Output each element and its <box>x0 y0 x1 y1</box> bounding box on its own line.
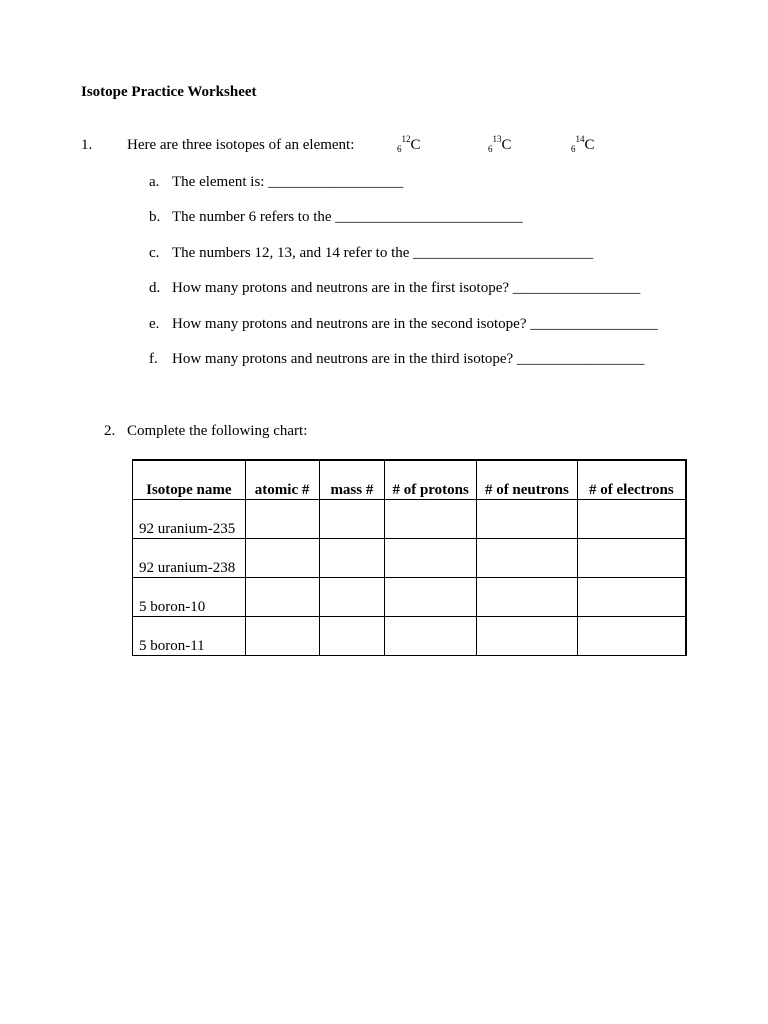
isotope-notation-3 <box>571 134 595 154</box>
isotope-2-symbol: C <box>501 137 512 153</box>
isotope-2-mass-number: 13 <box>492 134 502 144</box>
item-a-text: The element is: __________________ <box>172 174 404 190</box>
item-c-letter: c. <box>149 245 160 261</box>
answer-cell[interactable] <box>319 617 385 656</box>
question-1-number: 1. <box>81 137 93 153</box>
question-1-text: Here are three isotopes of an element: <box>127 137 355 153</box>
answer-cell[interactable] <box>385 539 477 578</box>
isotope-name-cell: 92 uranium-235 <box>133 500 246 539</box>
answer-cell[interactable] <box>245 617 319 656</box>
isotope-3-mass-number: 14 <box>575 134 585 144</box>
answer-cell[interactable] <box>577 578 686 617</box>
isotope-notation-1 <box>397 134 421 154</box>
answer-cell[interactable] <box>319 578 385 617</box>
answer-cell[interactable] <box>385 500 477 539</box>
isotope-1-symbol: C <box>410 137 421 153</box>
answer-cell[interactable] <box>319 500 385 539</box>
answer-cell[interactable] <box>577 617 686 656</box>
isotope-name-cell: 92 uranium-238 <box>133 539 246 578</box>
table-row <box>133 617 687 656</box>
answer-cell[interactable] <box>477 578 578 617</box>
answer-cell[interactable] <box>577 539 686 578</box>
item-d-letter: d. <box>149 280 161 296</box>
isotope-notation-2 <box>488 134 512 154</box>
isotope-name-cell: 5 boron-10 <box>133 578 246 617</box>
item-e-text: How many protons and neutrons are in the second isotope? _________________ <box>172 316 658 332</box>
isotope-3-atomic-number: 6 <box>571 144 576 154</box>
isotope-2-atomic-number: 6 <box>488 144 493 154</box>
header-mass-number: mass # <box>319 460 385 500</box>
question-2-text: Complete the following chart: <box>127 423 308 439</box>
isotope-3-symbol: C <box>584 137 595 153</box>
answer-cell[interactable] <box>577 500 686 539</box>
header-protons: # of protons <box>385 460 477 500</box>
table-row <box>133 500 687 539</box>
item-b-text: The number 6 refers to the _________________________ <box>172 209 523 225</box>
isotope-1-mass-number: 12 <box>401 134 411 144</box>
item-a-letter: a. <box>149 174 160 190</box>
table-row <box>133 578 687 617</box>
answer-cell[interactable] <box>245 578 319 617</box>
header-isotope-name: Isotope name <box>133 460 246 500</box>
table-row <box>133 539 687 578</box>
header-neutrons: # of neutrons <box>477 460 578 500</box>
item-f-letter: f. <box>149 351 158 367</box>
item-f-text: How many protons and neutrons are in the third isotope? _________________ <box>172 351 645 367</box>
question-2-number: 2. <box>104 423 116 439</box>
answer-cell[interactable] <box>477 539 578 578</box>
answer-cell[interactable] <box>385 578 477 617</box>
table-header-row <box>133 460 687 500</box>
answer-cell[interactable] <box>477 617 578 656</box>
item-b-letter: b. <box>149 209 161 225</box>
header-atomic-number: atomic # <box>245 460 319 500</box>
answer-cell[interactable] <box>245 539 319 578</box>
answer-cell[interactable] <box>319 539 385 578</box>
answer-cell[interactable] <box>477 500 578 539</box>
answer-cell[interactable] <box>385 617 477 656</box>
isotope-name-cell: 5 boron-11 <box>133 617 246 656</box>
isotope-1-atomic-number: 6 <box>397 144 402 154</box>
answer-cell[interactable] <box>245 500 319 539</box>
isotope-chart-table <box>132 459 687 656</box>
item-e-letter: e. <box>149 316 160 332</box>
item-d-text: How many protons and neutrons are in the first isotope? _________________ <box>172 280 641 296</box>
header-electrons: # of electrons <box>577 460 686 500</box>
item-c-text: The numbers 12, 13, and 14 refer to the ________________________ <box>172 245 594 261</box>
worksheet-title: Isotope Practice Worksheet <box>81 84 257 100</box>
